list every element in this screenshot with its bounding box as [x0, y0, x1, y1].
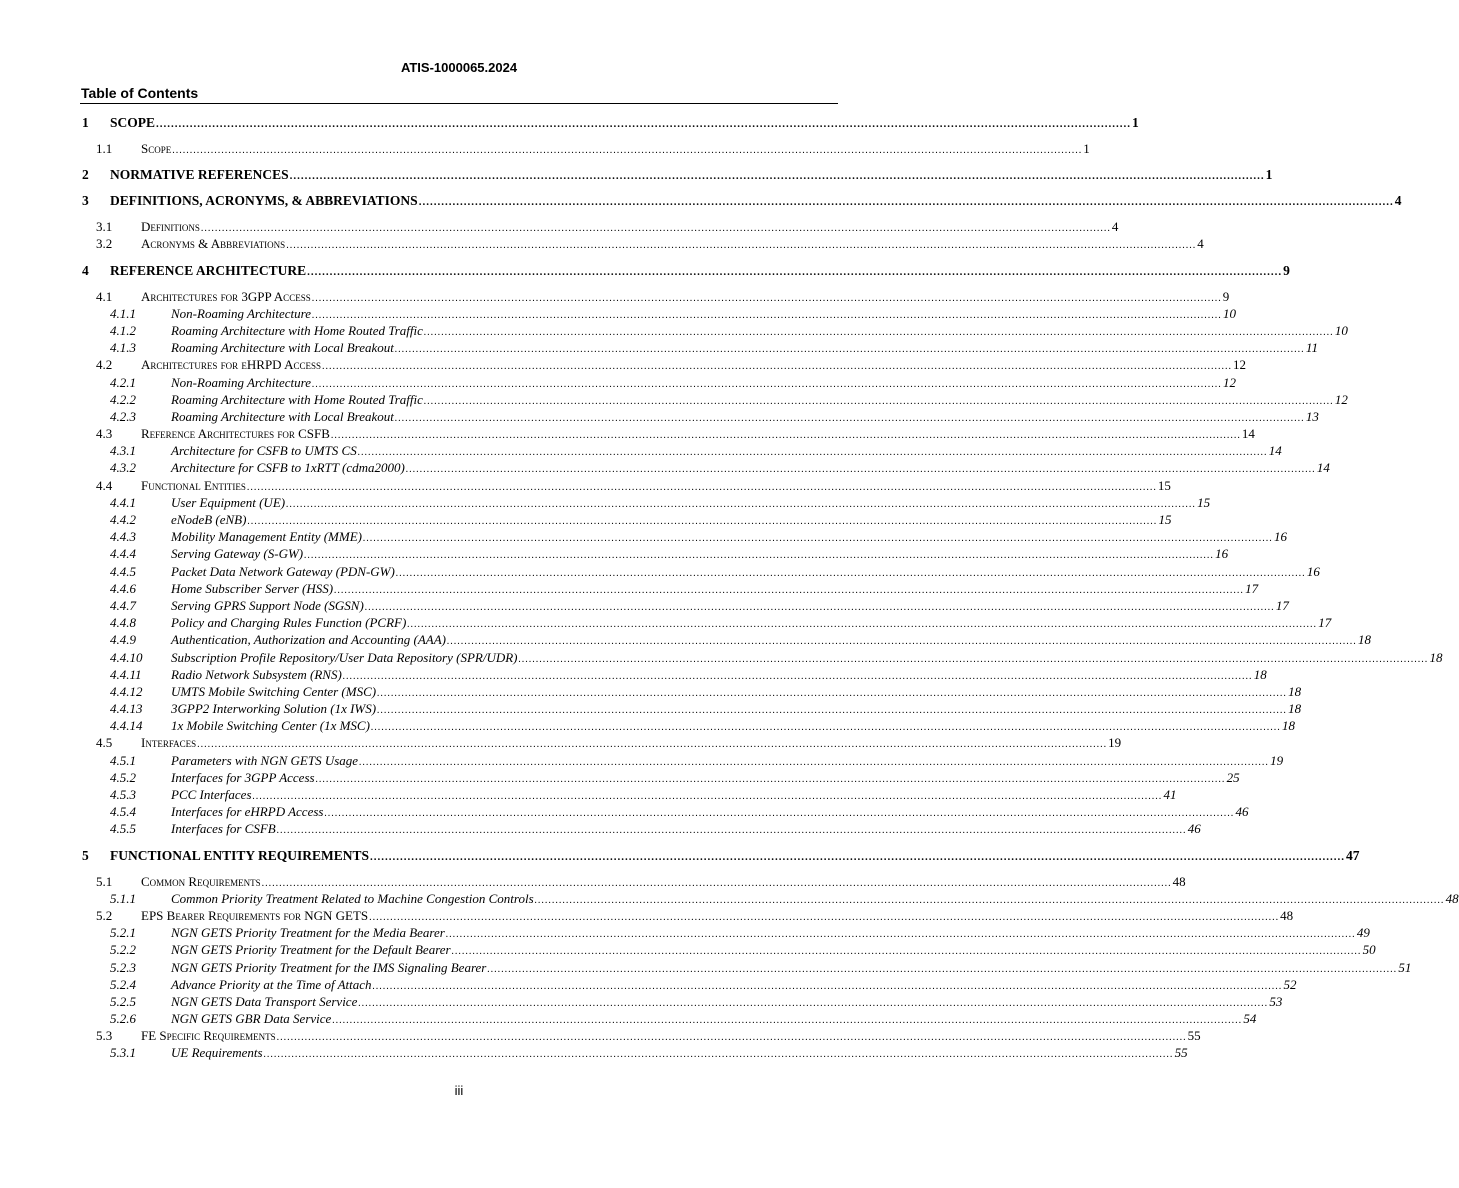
toc-entry-page[interactable]: 46 [1187, 821, 1201, 837]
toc-entry[interactable] [80, 114, 1139, 131]
toc-entry-page[interactable]: 16 [1306, 563, 1320, 579]
toc-dot-leader: .................................................................................................................................................................................................................................................................... [332, 1015, 1243, 1027]
toc-entry[interactable] [80, 339, 1318, 356]
toc-dot-leader: .................................................................................................................................................................................................................................................................... [342, 670, 1253, 682]
toc-entry[interactable] [80, 847, 1360, 864]
toc-entry-title[interactable]: Mobility Management Entity (MME) [171, 529, 362, 545]
toc-entry-title[interactable]: Subscription Profile Repository/User Data Repository (SPR/UDR) [171, 649, 518, 665]
toc-entry-number: 5.2.3 [110, 959, 136, 975]
toc-entry-number: 5.2.4 [110, 976, 136, 992]
toc-dot-leader: .................................................................................................................................................................................................................................................................... [286, 498, 1197, 510]
toc-entry[interactable] [80, 1010, 1257, 1027]
toc-entry-page[interactable]: 53 [1269, 993, 1283, 1009]
toc-entry[interactable] [80, 959, 1412, 976]
toc-entry[interactable] [80, 717, 1295, 734]
toc-entry-number: 5.2.1 [110, 925, 136, 941]
toc-entry-number: 4 [82, 262, 89, 278]
toc-entry-title[interactable]: Definitions [141, 219, 200, 235]
toc-entry-page[interactable]: 55 [1174, 1045, 1188, 1061]
toc-entry-page[interactable]: 4 [1111, 219, 1119, 235]
toc-entry-page[interactable]: 19 [1108, 735, 1122, 751]
toc-dot-leader: .................................................................................................................................................................................................................................................................... [447, 636, 1358, 648]
toc-entry-page[interactable]: 14 [1316, 460, 1330, 476]
toc-dot-leader: .................................................................................................................................................................................................................................................................... [334, 584, 1245, 596]
toc-entry-title[interactable]: Interfaces [141, 735, 197, 751]
toc-dot-leader: .................................................................................................................................................................................................................................................................... [322, 361, 1233, 373]
toc-entry-title[interactable]: Policy and Charging Rules Function (PCRF) [171, 615, 407, 631]
toc-entry-page[interactable]: 18 [1281, 718, 1295, 734]
toc-dot-leader: .................................................................................................................................................................................................................................................................... [252, 791, 1163, 802]
toc-dot-leader: .................................................................................................................................................................................................................................................................... [394, 344, 1305, 356]
toc-entry-title[interactable]: Architecture for CSFB to 1xRTT (cdma2000) [171, 460, 405, 476]
toc-entry-page[interactable]: 18 [1429, 649, 1443, 665]
toc-entry-page[interactable]: 14 [1268, 443, 1282, 459]
toc-dot-leader: .................................................................................................................................................................................................................................................................... [324, 808, 1235, 820]
toc-entry[interactable] [80, 803, 1249, 820]
toc-entry-page[interactable]: 51 [1398, 959, 1412, 975]
toc-entry[interactable] [80, 580, 1259, 597]
toc-entry-number: 5 [82, 847, 89, 863]
toc-entry-title[interactable]: 1x Mobile Switching Center (1x MSC) [171, 718, 370, 734]
toc-entry-number: 3 [82, 193, 89, 209]
toc-dot-leader: .................................................................................................................................................................................................................................................................... [359, 756, 1270, 768]
toc-entry-page[interactable]: 11 [1305, 340, 1318, 356]
toc-entry[interactable] [80, 391, 1348, 408]
toc-entry-page[interactable]: 18 [1358, 632, 1372, 648]
toc-entry-page[interactable]: 19 [1270, 752, 1284, 768]
toc-entry-title[interactable]: Architectures for eHRPD Access [141, 357, 322, 373]
toc-entry-title[interactable]: Interfaces for 3GPP Access [171, 769, 315, 785]
toc-entry-number: 4.4.2 [110, 512, 136, 527]
toc-entry-title[interactable]: Interfaces for CSFB [171, 821, 276, 837]
toc-entry-title[interactable]: PCC Interfaces [171, 787, 252, 802]
toc-entry-title[interactable]: Serving GPRS Support Node (SGSN) [171, 597, 364, 613]
toc-entry[interactable] [80, 374, 1236, 391]
toc-entry-page[interactable]: 48 [1445, 890, 1459, 906]
toc-entry-title[interactable]: NORMATIVE REFERENCES [110, 167, 289, 183]
toc-entry[interactable] [80, 477, 1171, 494]
document-id-header: ATIS-1000065.2024 [400, 60, 518, 75]
toc-dot-leader: .................................................................................................................................................................................................................................................................... [418, 196, 1394, 209]
toc-entry[interactable] [80, 356, 1247, 373]
toc-dot-leader: .................................................................................................................................................................................................................................................................... [276, 1032, 1187, 1044]
toc-entry-title[interactable]: NGN GETS Data Transport Service [171, 993, 358, 1009]
toc-entry[interactable] [80, 649, 1443, 666]
toc-entry-page[interactable]: 16 [1273, 529, 1287, 545]
toc-entry-title[interactable]: UMTS Mobile Switching Center (MSC) [171, 683, 377, 699]
toc-entry-title[interactable]: REFERENCE ARCHITECTURE [110, 262, 307, 278]
toc-entry-title[interactable]: Functional Entities [141, 477, 246, 493]
toc-entry[interactable] [80, 941, 1376, 958]
toc-entry[interactable] [80, 890, 1459, 907]
toc-entry[interactable] [80, 528, 1287, 545]
toc-entry-number: 4.2.3 [110, 408, 136, 424]
toc-entry-number: 4.4.3 [110, 529, 136, 545]
toc-entry-page[interactable]: 4 [1394, 193, 1402, 209]
toc-dot-leader: .................................................................................................................................................................................................................................................................... [445, 929, 1356, 941]
toc-entry-number: 4.4.11 [110, 666, 142, 682]
toc-dot-leader: .................................................................................................................................................................................................................................................................... [200, 223, 1111, 235]
toc-dot-leader: .................................................................................................................................................................................................................................................................... [246, 481, 1157, 493]
toc-entry-title[interactable]: NGN GETS Priority Treatment for the Default Bearer [171, 942, 451, 958]
toc-entry[interactable] [80, 614, 1332, 631]
toc-entry[interactable] [80, 700, 1302, 717]
toc-entry-page[interactable]: 17 [1318, 615, 1332, 631]
toc-entry-title[interactable]: Non-Roaming Architecture [171, 305, 311, 321]
toc-entry-number: 4.2 [96, 357, 113, 373]
toc-entry-title[interactable]: Reference Architectures for CSFB [141, 426, 330, 442]
toc-entry[interactable] [80, 631, 1372, 648]
toc-entry-title[interactable]: Architecture for CSFB to UMTS CS [171, 443, 357, 459]
toc-dot-leader: .................................................................................................................................................................................................................................................................... [330, 430, 1241, 442]
toc-entry-title[interactable]: FUNCTIONAL ENTITY REQUIREMENTS [110, 847, 370, 863]
toc-dot-leader: .................................................................................................................................................................................................................................................................... [156, 118, 1132, 130]
toc-entry-number: 5.2.2 [110, 942, 136, 958]
toc-entry-page[interactable]: 50 [1362, 942, 1376, 958]
toc-entry[interactable] [80, 408, 1319, 425]
toc-entry-title[interactable]: Non-Roaming Architecture [171, 374, 311, 390]
toc-dot-leader: .................................................................................................................................................................................................................................................................... [286, 240, 1197, 252]
toc-entry-number: 3.1 [96, 219, 113, 235]
toc-entry-page[interactable]: 41 [1163, 787, 1177, 802]
toc-entry-page[interactable]: 1 [1083, 141, 1090, 156]
toc-entry[interactable] [80, 235, 1204, 252]
toc-dot-leader: .................................................................................................................................................................................................................................................................... [377, 705, 1288, 717]
toc-entry[interactable] [80, 288, 1230, 305]
toc-entry[interactable] [80, 140, 1090, 157]
toc-entry-number: 1.1 [96, 141, 113, 156]
toc-entry-title[interactable]: Parameters with NGN GETS Usage [171, 752, 359, 768]
toc-entry-page[interactable]: 15 [1197, 494, 1211, 510]
toc-entry[interactable] [80, 907, 1294, 924]
toc-entry[interactable] [80, 666, 1267, 683]
toc-entry-page[interactable]: 1 [1265, 167, 1273, 183]
toc-entry[interactable] [80, 545, 1229, 562]
toc-entry-number: 4.1.2 [110, 322, 136, 338]
toc-entry-page[interactable]: 18 [1253, 666, 1267, 682]
toc-entry-title[interactable]: Advance Priority at the Time of Attach [171, 976, 372, 992]
toc-entry-page[interactable]: 54 [1243, 1011, 1257, 1027]
toc-entry-number: 4.5.4 [110, 804, 136, 820]
toc-entry[interactable] [80, 262, 1290, 279]
toc-entry[interactable] [80, 683, 1302, 700]
toc-dot-leader: .................................................................................................................................................................................................................................................................... [362, 533, 1273, 545]
toc-entry-number: 3.2 [96, 236, 113, 252]
toc-dot-leader: .................................................................................................................................................................................................................................................................... [304, 550, 1215, 562]
toc-entry[interactable] [80, 459, 1330, 476]
toc-entry-number: 5.2.6 [110, 1011, 136, 1027]
toc-entry-number: 4.1.1 [110, 305, 136, 321]
toc-entry-page[interactable]: 12 [1233, 357, 1247, 373]
toc-dot-leader: .................................................................................................................................................................................................................................................................... [487, 963, 1398, 975]
toc-entry-title[interactable]: NGN GETS Priority Treatment for the Media Bearer [171, 925, 445, 941]
toc-entry-title[interactable]: Architectures for 3GPP Access [141, 288, 311, 304]
toc-entry-page[interactable]: 15 [1157, 477, 1171, 493]
toc-entry-title[interactable]: SCOPE [110, 115, 156, 130]
toc-entry-number: 4.5.5 [110, 821, 136, 837]
toc-entry-page[interactable]: 18 [1288, 701, 1302, 717]
toc-entry-number: 5.1.1 [110, 890, 136, 906]
toc-entry[interactable] [80, 597, 1289, 614]
toc-entry-page[interactable]: 17 [1275, 597, 1289, 613]
toc-entry[interactable] [80, 305, 1236, 322]
toc-entry[interactable] [80, 873, 1186, 890]
toc-entry[interactable] [80, 820, 1201, 837]
toc-entry[interactable] [80, 425, 1255, 442]
toc-dot-leader: .................................................................................................................................................................................................................................................................... [357, 447, 1268, 459]
toc-entry-number: 4.3.1 [110, 443, 136, 459]
toc-entry-number: 4.3 [96, 426, 113, 442]
toc-entry-page[interactable]: 17 [1245, 580, 1259, 596]
toc-entry[interactable] [80, 993, 1283, 1010]
toc-entry-title[interactable]: Acronyms & Abbreviations [141, 236, 286, 252]
toc-entry-title[interactable]: Roaming Architecture with Local Breakout [171, 340, 394, 356]
page-number: iii [454, 1083, 464, 1098]
toc-entry-page[interactable]: 12 [1222, 374, 1236, 390]
toc-entry-number: 4.3.2 [110, 460, 136, 476]
toc-entry-title[interactable]: Scope [141, 141, 172, 156]
toc-entry-title[interactable]: Radio Network Subsystem (RNS) [171, 666, 342, 682]
toc-dot-leader: .................................................................................................................................................................................................................................................................... [369, 911, 1280, 923]
toc-entry[interactable] [80, 786, 1177, 803]
toc-entry-number: 4.5.1 [110, 752, 136, 768]
toc-entry-number: 4.2.1 [110, 374, 136, 390]
toc-dot-leader: .................................................................................................................................................................................................................................................................... [307, 265, 1283, 278]
toc-entry-number: 4.4.14 [110, 718, 143, 734]
toc-entry-page[interactable]: 48 [1172, 873, 1186, 889]
toc-entry-title[interactable]: DEFINITIONS, ACRONYMS, & ABBREVIATIONS [110, 193, 418, 209]
toc-heading: Table of Contents [81, 85, 199, 101]
toc-entry-number: 4.4.4 [110, 546, 136, 562]
toc-entry[interactable] [80, 752, 1284, 769]
toc-entry-number: 4.4.7 [110, 597, 136, 613]
toc-entry[interactable] [80, 494, 1211, 511]
toc-entry-title[interactable]: FE Specific Requirements [141, 1028, 276, 1044]
toc-dot-leader: .................................................................................................................................................................................................................................................................... [451, 946, 1362, 958]
toc-dot-leader: .................................................................................................................................................................................................................................................................... [358, 997, 1269, 1009]
toc-entry[interactable] [80, 563, 1320, 580]
toc-entry-number: 4.4.9 [110, 632, 136, 648]
toc-entry-title[interactable]: NGN GETS GBR Data Service [171, 1011, 332, 1027]
toc-dot-leader: .................................................................................................................................................................................................................................................................... [311, 378, 1222, 390]
toc-entry-title[interactable]: Packet Data Network Gateway (PDN-GW) [171, 563, 395, 579]
toc-entry-page[interactable]: 10 [1222, 305, 1236, 321]
toc-dot-leader: .................................................................................................................................................................................................................................................................... [315, 773, 1226, 785]
toc-entry-title[interactable]: Interfaces for eHRPD Access [171, 804, 324, 820]
toc-dot-leader: .................................................................................................................................................................................................................................................................... [370, 722, 1281, 734]
toc-dot-leader: .................................................................................................................................................................................................................................................................... [261, 877, 1172, 889]
toc-entry[interactable] [80, 218, 1119, 235]
toc-entry-title[interactable]: NGN GETS Priority Treatment for the IMS Signaling Bearer [171, 959, 487, 975]
toc-dot-leader: .................................................................................................................................................................................................................................................................... [423, 326, 1334, 338]
toc-entry-page[interactable]: 13 [1305, 408, 1319, 424]
toc-dot-leader: .................................................................................................................................................................................................................................................................... [407, 619, 1318, 631]
toc-entry-page[interactable]: 18 [1288, 683, 1302, 699]
toc-entry-number: 5.1 [96, 873, 113, 889]
toc-entry-title[interactable]: Roaming Architecture with Home Routed Traffic [171, 322, 423, 338]
toc-dot-leader: .................................................................................................................................................................................................................................................................... [311, 292, 1222, 304]
toc-entry-number: 4.4.12 [110, 683, 143, 699]
toc-entry-page[interactable]: 14 [1241, 426, 1255, 442]
toc-entry[interactable] [80, 976, 1297, 993]
toc-entry-title[interactable]: UE Requirements [171, 1045, 263, 1061]
toc-dot-leader: .................................................................................................................................................................................................................................................................... [405, 464, 1316, 476]
toc-entry-number: 4.1.3 [110, 340, 136, 356]
toc-entry[interactable] [80, 1027, 1201, 1044]
toc-dot-leader: .................................................................................................................................................................................................................................................................... [247, 516, 1158, 527]
toc-entry-title[interactable]: Serving Gateway (S-GW) [171, 546, 304, 562]
toc-entry-number: 4.4 [96, 477, 113, 493]
toc-entry-number: 4.4.5 [110, 563, 136, 579]
toc-entry-title[interactable]: Roaming Architecture with Local Breakout [171, 408, 394, 424]
table-of-contents [80, 106, 1459, 1062]
toc-dot-leader: .................................................................................................................................................................................................................................................................... [263, 1049, 1174, 1061]
toc-entry-number: 4.1 [96, 288, 113, 304]
toc-entry-title[interactable]: Common Requirements [141, 873, 261, 889]
toc-entry-page[interactable]: 9 [1283, 262, 1290, 278]
toc-entry-number: 4.4.8 [110, 615, 136, 631]
toc-entry-page[interactable]: 4 [1197, 236, 1204, 252]
toc-dot-leader: .................................................................................................................................................................................................................................................................... [370, 850, 1346, 863]
toc-entry-title[interactable]: eNodeB (eNB) [171, 512, 247, 527]
toc-entry-number: 4.4.13 [110, 701, 143, 717]
toc-entry-number: 2 [82, 167, 89, 183]
heading-rule [80, 103, 838, 104]
toc-entry-page[interactable]: 52 [1283, 976, 1297, 992]
toc-entry-page[interactable]: 1 [1132, 115, 1139, 130]
toc-entry-title[interactable]: Authentication, Authorization and Accounting (AAA) [171, 632, 447, 648]
toc-entry-page[interactable]: 12 [1334, 391, 1348, 407]
toc-dot-leader: .................................................................................................................................................................................................................................................................... [423, 395, 1334, 407]
toc-entry-number: 1 [82, 115, 89, 130]
toc-entry[interactable] [80, 734, 1122, 751]
toc-dot-leader: .................................................................................................................................................................................................................................................................... [394, 412, 1305, 424]
toc-entry-page[interactable]: 16 [1215, 546, 1229, 562]
toc-entry-title[interactable]: 3GPP2 Interworking Solution (1x IWS) [171, 701, 377, 717]
toc-dot-leader: .................................................................................................................................................................................................................................................................... [276, 825, 1187, 837]
toc-entry-number: 4.4.10 [110, 649, 143, 665]
toc-dot-leader: .................................................................................................................................................................................................................................................................... [311, 309, 1222, 321]
toc-entry-page[interactable]: 49 [1356, 925, 1370, 941]
toc-dot-leader: .................................................................................................................................................................................................................................................................... [518, 653, 1429, 665]
toc-entry[interactable] [80, 769, 1240, 786]
toc-entry-page[interactable]: 46 [1235, 804, 1249, 820]
toc-dot-leader: .................................................................................................................................................................................................................................................................... [534, 894, 1445, 906]
toc-dot-leader: .................................................................................................................................................................................................................................................................... [395, 567, 1306, 579]
toc-entry-number: 5.2.5 [110, 993, 136, 1009]
toc-entry-number: 4.2.2 [110, 391, 136, 407]
toc-entry-number: 4.4.6 [110, 580, 136, 596]
toc-entry-page[interactable]: 25 [1226, 769, 1240, 785]
toc-entry[interactable] [80, 166, 1273, 183]
toc-entry[interactable] [80, 192, 1402, 209]
toc-entry-page[interactable]: 10 [1334, 322, 1348, 338]
toc-entry-page[interactable]: 15 [1158, 512, 1172, 527]
toc-entry-number: 4.5 [96, 735, 113, 751]
toc-dot-leader: .................................................................................................................................................................................................................................................................... [197, 739, 1108, 751]
toc-entry-title[interactable]: Roaming Architecture with Home Routed Traffic [171, 391, 423, 407]
toc-entry-number: 4.5.2 [110, 769, 136, 785]
toc-dot-leader: .................................................................................................................................................................................................................................................................... [377, 687, 1288, 699]
toc-entry-number: 5.3 [96, 1028, 113, 1044]
toc-dot-leader: .................................................................................................................................................................................................................................................................... [372, 980, 1283, 992]
toc-entry[interactable] [80, 1044, 1188, 1061]
toc-entry-number: 4.4.1 [110, 494, 136, 510]
toc-entry-title[interactable]: Common Priority Treatment Related to Machine Congestion Controls [171, 890, 534, 906]
toc-dot-leader: .................................................................................................................................................................................................................................................................... [364, 601, 1275, 613]
toc-entry[interactable] [80, 924, 1370, 941]
toc-entry-page[interactable]: 48 [1280, 907, 1294, 923]
toc-entry-page[interactable]: 55 [1187, 1028, 1201, 1044]
toc-entry-number: 5.2 [96, 907, 113, 923]
toc-entry-title[interactable]: User Equipment (UE) [171, 494, 286, 510]
toc-entry[interactable] [80, 442, 1282, 459]
toc-entry-title[interactable]: EPS Bearer Requirements for NGN GETS [141, 907, 369, 923]
toc-entry-title[interactable]: Home Subscriber Server (HSS) [171, 580, 334, 596]
toc-entry-number: 4.5.3 [110, 787, 136, 802]
toc-entry[interactable] [80, 511, 1172, 528]
toc-entry[interactable] [80, 322, 1348, 339]
toc-dot-leader: .................................................................................................................................................................................................................................................................... [172, 145, 1083, 156]
toc-entry-page[interactable]: 47 [1346, 847, 1360, 863]
toc-entry-page[interactable]: 9 [1222, 288, 1230, 304]
toc-dot-leader: .................................................................................................................................................................................................................................................................... [289, 170, 1265, 183]
toc-entry-number: 5.3.1 [110, 1045, 136, 1061]
